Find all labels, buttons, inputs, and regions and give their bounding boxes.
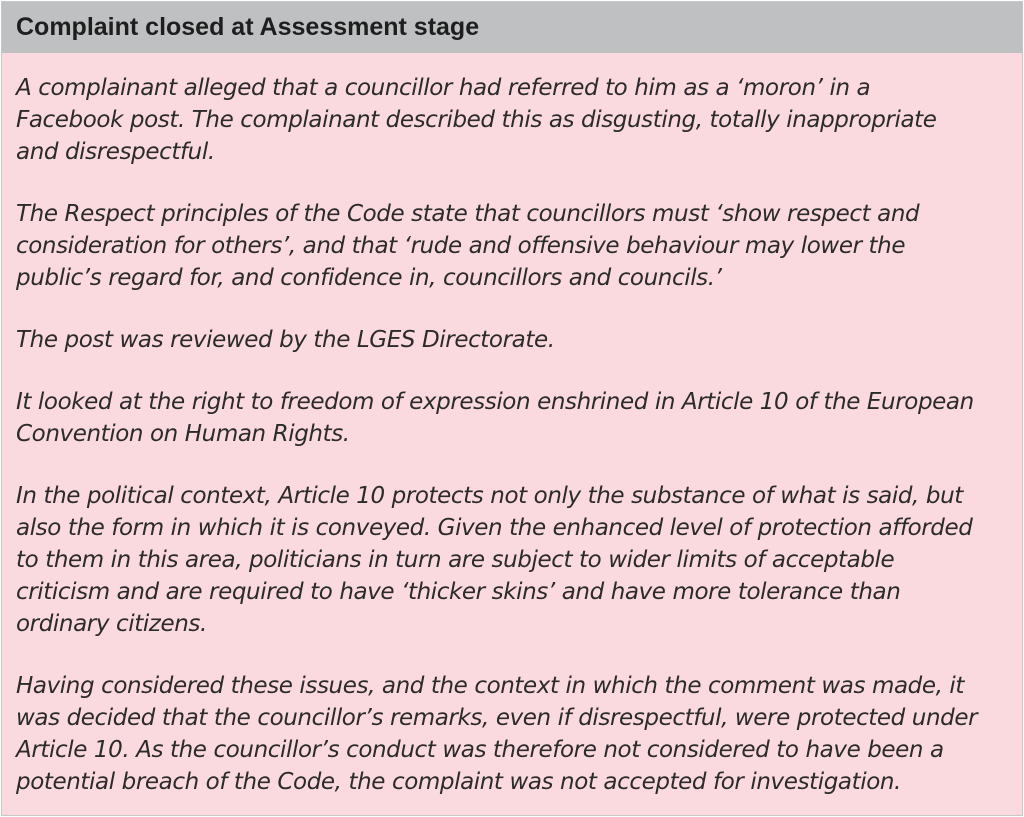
- text-line: criticism and are required to have ‘thicker skins’ and have more tolerance than: [16, 579, 901, 605]
- text-line: A complainant alleged that a councillor had referred to him as a ‘moron’ in a: [16, 75, 871, 101]
- box-header: [2, 2, 1022, 53]
- text-line: ordinary citizens.: [16, 611, 207, 637]
- text-line: potential breach of the Code, the complaint was not accepted for investigation.: [16, 769, 901, 795]
- case-study-box: [1, 1, 1023, 816]
- box-title: Complaint closed at Assessment stage: [16, 13, 480, 41]
- paragraph-review: [16, 324, 1014, 356]
- paragraph-political-context: [16, 480, 1014, 640]
- box-content: [2, 53, 1022, 798]
- paragraph-allegation: [16, 72, 1014, 168]
- text-line: Having considered these issues, and the context in which the comment was made, it: [16, 673, 965, 699]
- text-line: to them in this area, politicians in turn are subject to wider limits of acceptable: [16, 547, 895, 573]
- paragraph-respect-principles: [16, 198, 1014, 294]
- text-line: Facebook post. The complainant described this as disgusting, totally inappropriate: [16, 107, 937, 133]
- text-line: and disrespectful.: [16, 139, 215, 165]
- text-line: The Respect principles of the Code state that councillors must ‘show respect and: [16, 201, 920, 227]
- text-line: was decided that the councillor’s remarks, even if disrespectful, were protected under: [16, 705, 978, 731]
- text-line: public’s regard for, and confidence in, councillors and councils.’: [16, 265, 722, 291]
- text-line: Article 10. As the councillor’s conduct was therefore not considered to have been a: [16, 737, 944, 763]
- text-line: also the form in which it is conveyed. Given the enhanced level of protection afforded: [16, 515, 973, 541]
- paragraph-article-10: [16, 386, 1014, 450]
- text-line: Convention on Human Rights.: [16, 421, 350, 447]
- text-line: In the political context, Article 10 protects not only the substance of what is said, but: [16, 483, 963, 509]
- text-line: The post was reviewed by the LGES Directorate.: [16, 327, 555, 353]
- text-line: It looked at the right to freedom of expression enshrined in Article 10 of the European: [16, 389, 974, 415]
- paragraph-decision: [16, 670, 1014, 798]
- text-line: consideration for others’, and that ‘rude and offensive behaviour may lower the: [16, 233, 906, 259]
